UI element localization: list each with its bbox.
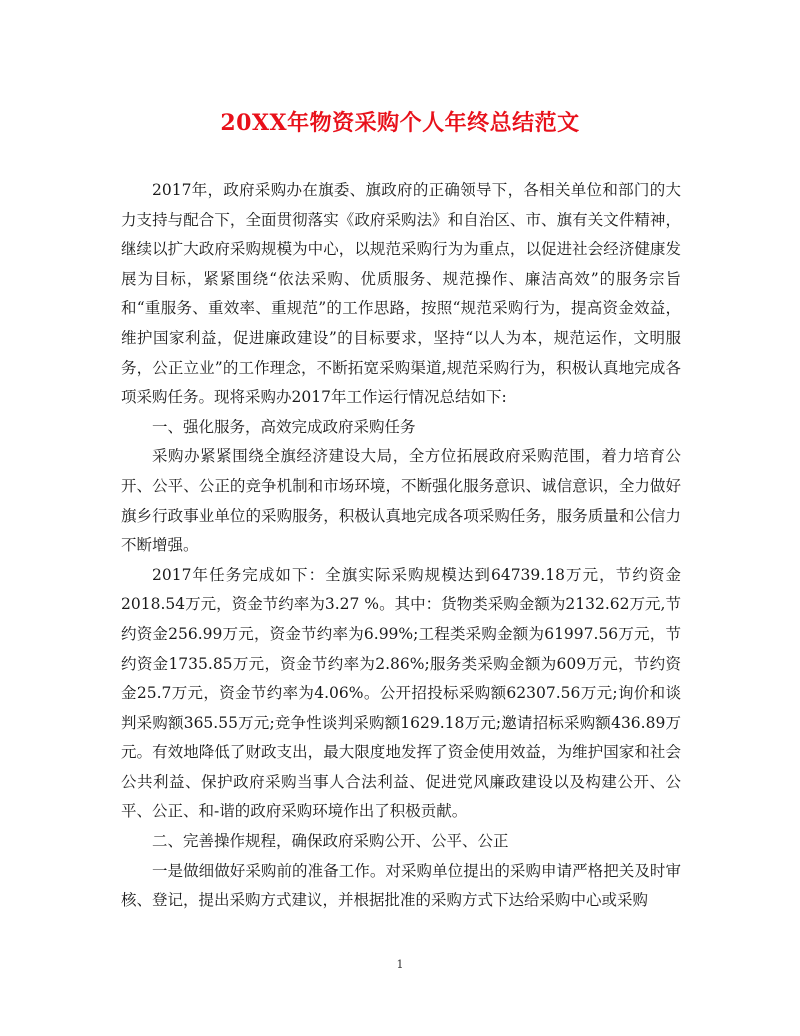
page-number: 1 [396,958,404,971]
section-heading-2: 二、完善操作规程，确保政府采购公开、公平、公正 [152,832,509,851]
document-body [121,176,681,916]
document-title: 20XX年物资采购个人年终总结范文 [220,110,580,136]
paragraph-intro: 2017年，政府采购办在旗委、旗政府的正确领导下，各相关单位和部门的大力支持与配合下，全面贯彻落实《政府采购法》和自治区、市、旗有关文件精神，继续以扩大政府采购规模为中心，以规范采购行为为重点，以促进社会经济健康发展为目标，紧紧围绕“依法采购、优质服务、规范操作、廉洁高效”的服务宗旨和“重服务、重效率、重规范”的工作思路，按照“规范采购行为，提高资金效益，维护国家利益，促进廉政建设”的目标要求，坚持“以人为本，规范运作，文明服务，公正立业”的工作理念，不断拓宽采购渠道,规范采购行为，积极认真地完成各项采购任务。现将采购办2017年工作运行情况总结如下: [121,181,681,407]
paragraph-section-1: 采购办紧紧围绕全旗经济建设大局，全方位拓展政府采购范围，着力培育公开、公平、公正的竞争机制和市场环境，不断强化服务意识、诚信意识，全力做好旗乡行政事业单位的采购服务，积极认真地完成各项采购任务，服务质量和公信力不断增强。 [121,447,681,555]
paragraph-section-2: 一是做细做好采购前的准备工作。对采购单位提出的采购申请严格把关及时审核、登记，提出采购方式建议，并根据批准的采购方式下达给采购中心或采购 [121,861,681,910]
paragraph-statistics: 2017年任务完成如下：全旗实际采购规模达到64739.18万元，节约资金2018.54万元，资金节约率为3.27 %。其中：货物类采购金额为2132.62万元,节约资金256.99万元，资金节约率为6.99%;工程类采购金额为61997.56万元，节约资金1735.85万元，资金节约率为2.86%;服务类采购金额为609万元，节约资金25.7万元，资金节约率为4.06%。公开招投标采购额62307.56万元;询价和谈判采购额365.55万元;竞争性谈判采购额1629.18万元;邀请招标采购额436.89万元。有效地降低了财政支出，最大限度地发挥了资金使用效益，为维护国家和社会公共利益、保护政府采购当事人合法利益、促进党风廉政建设以及构建公开、公平、公正、和-谐的政府采购环境作出了积极贡献。 [121,565,681,821]
section-heading-1: 一、强化服务，高效完成政府采购任务 [152,417,416,436]
